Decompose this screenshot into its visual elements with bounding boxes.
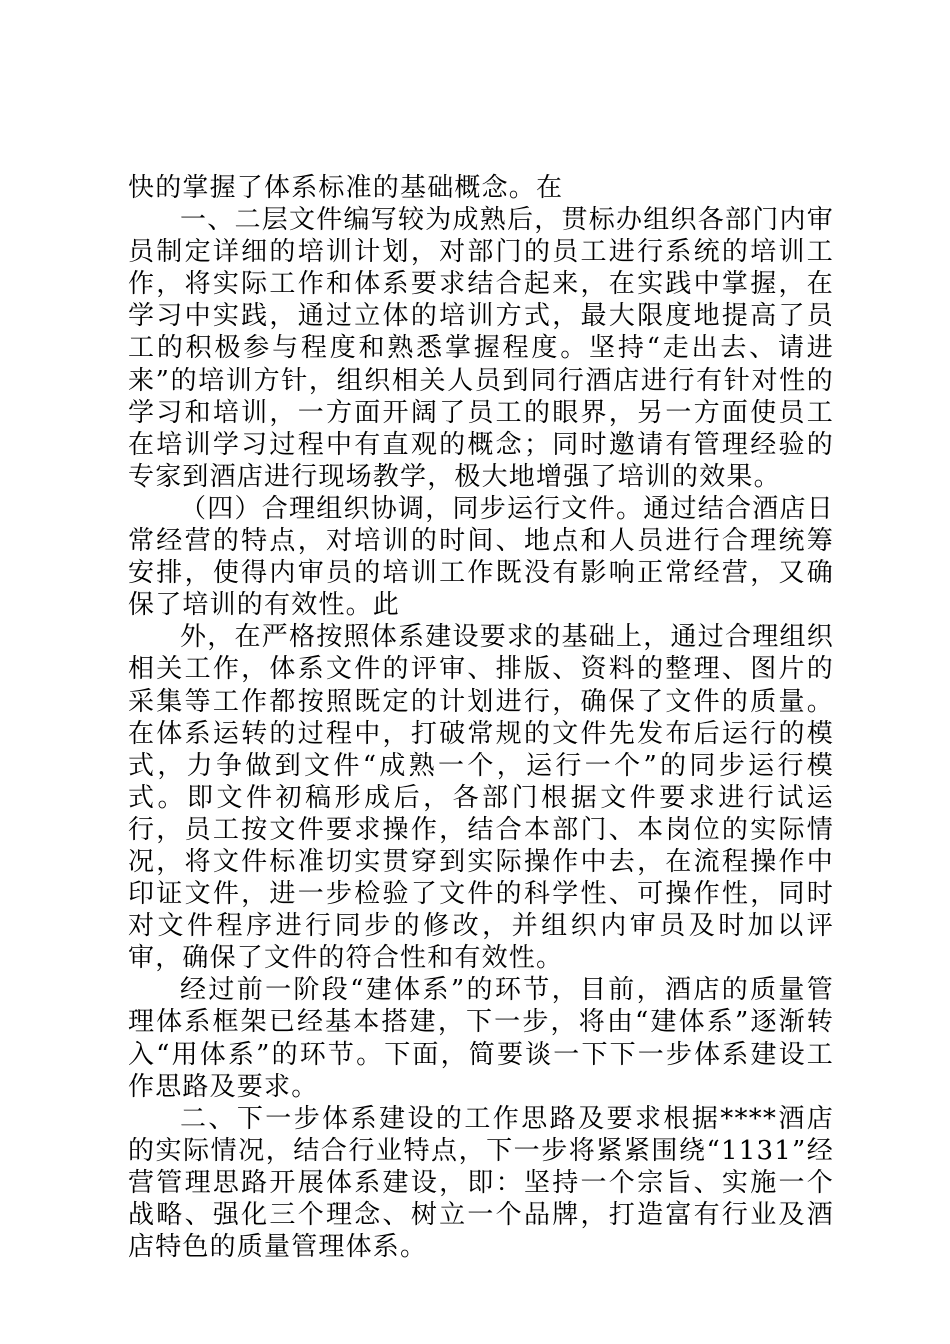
- paragraph-document-quality: 外，在严格按照体系建设要求的基础上，通过合理组织相关工作，体系文件的评审、排版、资料的整理、图片的采集等工作都按照既定的计划进行，确保了文件的质量。在体系运转的过程中，打破常规的文件先发布后运行的模式，力争做到文件“成熟一个，运行一个”的同步运行模式。即文件初稿形成后，各部门根据文件要求进行试运行，员工按文件要求操作，结合本部门、本岗位的实际情况，将文件标准切实贯穿到实际操作中去，在流程操作中印证文件，进一步检验了文件的科学性、可操作性，同时对文件程序进行同步的修改，并组织内审员及时加以评审，确保了文件的符合性和有效性。: [128, 622, 834, 974]
- paragraph-training-plan: 一、二层文件编写较为成熟后，贯标办组织各部门内审员制定详细的培训计划，对部门的员工进行系统的培训工作，将实际工作和体系要求结合起来，在实践中掌握，在学习中实践，通过立体的培训方式，最大限度地提高了员工的积极参与程度和熟悉掌握程度。坚持“走出去、请进来”的培训方针，组织相关人员到同行酒店进行有针对性的学习和培训，一方面开阔了员工的眼界，另一方面使员工在培训学习过程中有直观的概念；同时邀请有管理经验的专家到酒店进行现场教学，极大地增强了培训的效果。: [128, 205, 834, 492]
- paragraph-coordination: （四）合理组织协调，同步运行文件。通过结合酒店日常经营的特点，对培训的时间、地点和人员进行合理统筹安排，使得内审员的培训工作既没有影响正常经营，又确保了培训的有效性。此: [128, 493, 834, 621]
- paragraph-continuation: 快的掌握了体系标准的基础概念。在: [128, 173, 564, 203]
- paragraph-next-stage: 经过前一阶段“建体系”的环节，目前，酒店的质量管理体系框架已经基本搭建，下一步，将由“建体系”逐渐转入“用体系”的环节。下面，简要谈一下下一步体系建设工作思路及要求。: [128, 975, 834, 1102]
- paragraph-work-plan: 二、下一步体系建设的工作思路及要求根据****酒店的实际情况，结合行业特点，下一步将紧紧围绕“1131”经营管理思路开展体系建设，即：坚持一个宗旨、实施一个战略、强化三个理念、树立一个品牌，打造富有行业及酒店特色的质量管理体系。: [128, 1103, 834, 1263]
- document-body: [128, 172, 834, 1263]
